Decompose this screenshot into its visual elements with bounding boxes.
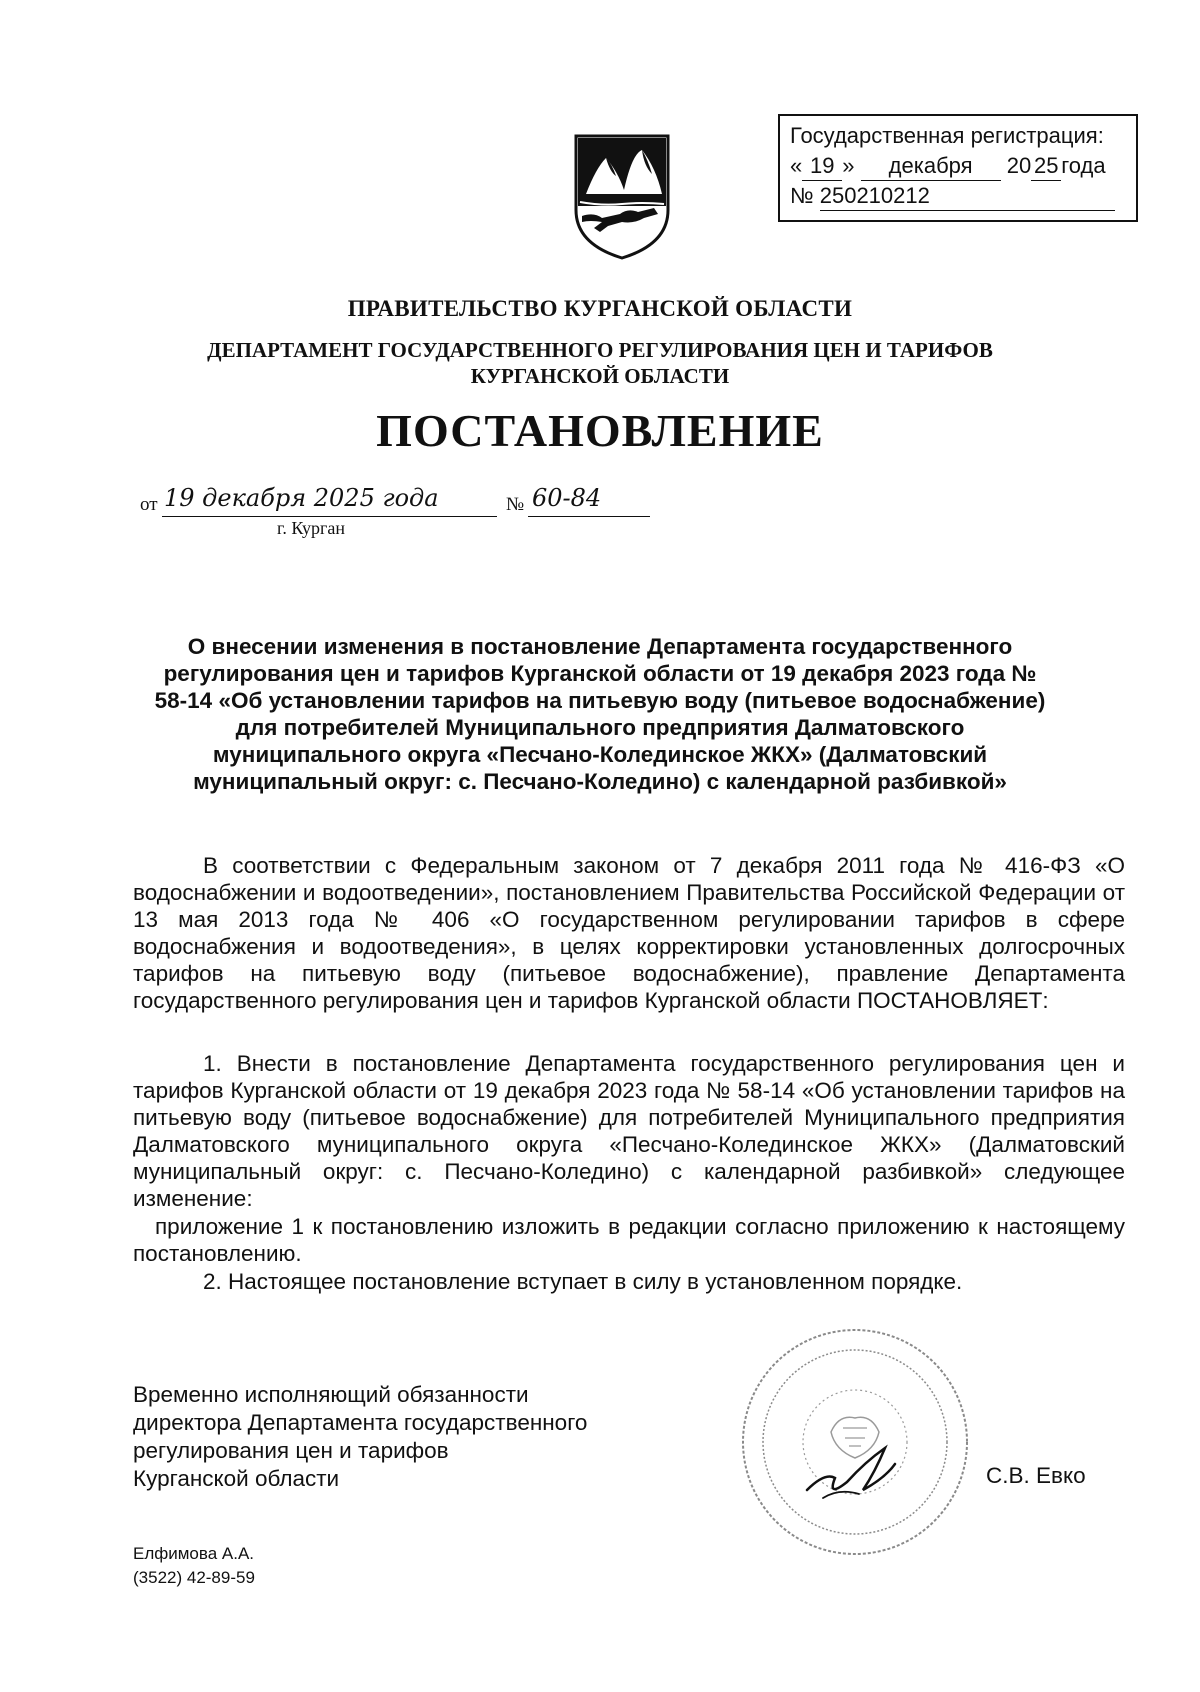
government-heading: ПРАВИТЕЛЬСТВО КУРГАНСКОЙ ОБЛАСТИ [347,296,853,321]
registration-year-suffix: 25 [1031,152,1061,181]
item-1-paragraph: 1. Внести в постановление Департамента государственного регулирования цен и тарифов Курганской области от 19 декабря 2023 года № 58-14 «Об установлении тарифов на питьевую воду (питьевое водоснабжение) для потребителей Муниципального предприятия Далматовского муниципального округа «Песчано-Колединское ЖКХ» (Далматовский муниципальный округ: с. Песчано-Коледино) с календарной разбивкой» следующее изменение: [133,1051,1125,1211]
registration-number-prefix: № [790,183,814,208]
registration-month: декабря [861,152,1001,181]
document-type-title: ПОСТАНОВЛЕНИЕ [376,405,824,456]
registration-label: Государственная регистрация: [790,123,1104,148]
number-label: № [506,494,525,515]
kurgan-coat-of-arms-icon [572,132,672,262]
contact-person: Елфимова А.А. [133,1544,255,1563]
signatory-position-line: Временно исполняющий обязанности [133,1382,529,1407]
registration-year-word: года [1061,153,1106,178]
document-subject: О внесении изменения в постановление Департамента государственного регулирования цен и тарифов Курганской области от 19 декабря 2023 года № 58-14 «Об установлении тарифов на питьевую воду (питьевое водоснабжение) для потребителей Муниципального предприятия Далматовского муниципального округа «Песчано-Колединское ЖКХ» (Далматовский муниципальный округ: с. Песчано-Коледино) с календарной разбивкой» [154,634,1046,794]
registration-number: 250210212 [820,182,1115,211]
registration-number-line [790,182,1126,212]
registration-date-line: « 19 » декабря 20 25 года [790,152,1126,182]
signatory-position [133,1381,587,1493]
preamble-paragraph: В соответствии с Федеральным законом от 7 декабря 2011 года № 416-ФЗ «О водоснабжении и водоотведении», постановлением Правительства Российской Федерации от 13 мая 2013 года № 406 «О государственном регулировании тарифов в сфере водоснабжения и водоотведения», в целях корректировки установленных долгосрочных тарифов на питьевую воду (питьевое водоснабжение), правление Департамента государственного регулирования цен и тарифов Курганской области ПОСТАНОВЛЯЕТ: [133,853,1125,1013]
signatory-position-line: директора Департамента государственного [133,1410,588,1435]
city-label: г. Курган [277,518,346,538]
number-underline [528,516,650,517]
item-2-paragraph: 2. Настоящее постановление вступает в силу в установленном порядке. [203,1269,963,1294]
document-number-handwritten: 60-84 [532,484,602,512]
document-date-handwritten: 19 декабря 2025 года [164,484,439,512]
contact-phone: (3522) 42-89-59 [133,1568,255,1587]
registration-box [778,114,1138,222]
item-1-sub-text: приложение 1 к постановлению изложить в редакции согласно приложению к настоящему постановлению. [133,1214,1125,1266]
registration-day: 19 [802,152,842,181]
item-1-sub-paragraph [133,1213,1125,1267]
registration-year-prefix: 20 [1006,153,1032,178]
contact-block [133,1542,255,1590]
document-date-row [140,484,660,520]
department-heading-line2: КУРГАНСКОЙ ОБЛАСТИ [470,364,730,388]
date-underline [162,516,497,517]
signatory-position-line: Курганской области [133,1466,340,1491]
signatory-name: С.В. Евко [986,1463,1086,1488]
signatory-position-line: регулирования цен и тарифов [133,1438,449,1463]
from-label: от [140,494,158,515]
round-seal-icon [735,1322,975,1562]
department-heading-line1: ДЕПАРТАМЕНТ ГОСУДАРСТВЕННОГО РЕГУЛИРОВАНИЯ ЦЕН И ТАРИФОВ [207,338,993,362]
